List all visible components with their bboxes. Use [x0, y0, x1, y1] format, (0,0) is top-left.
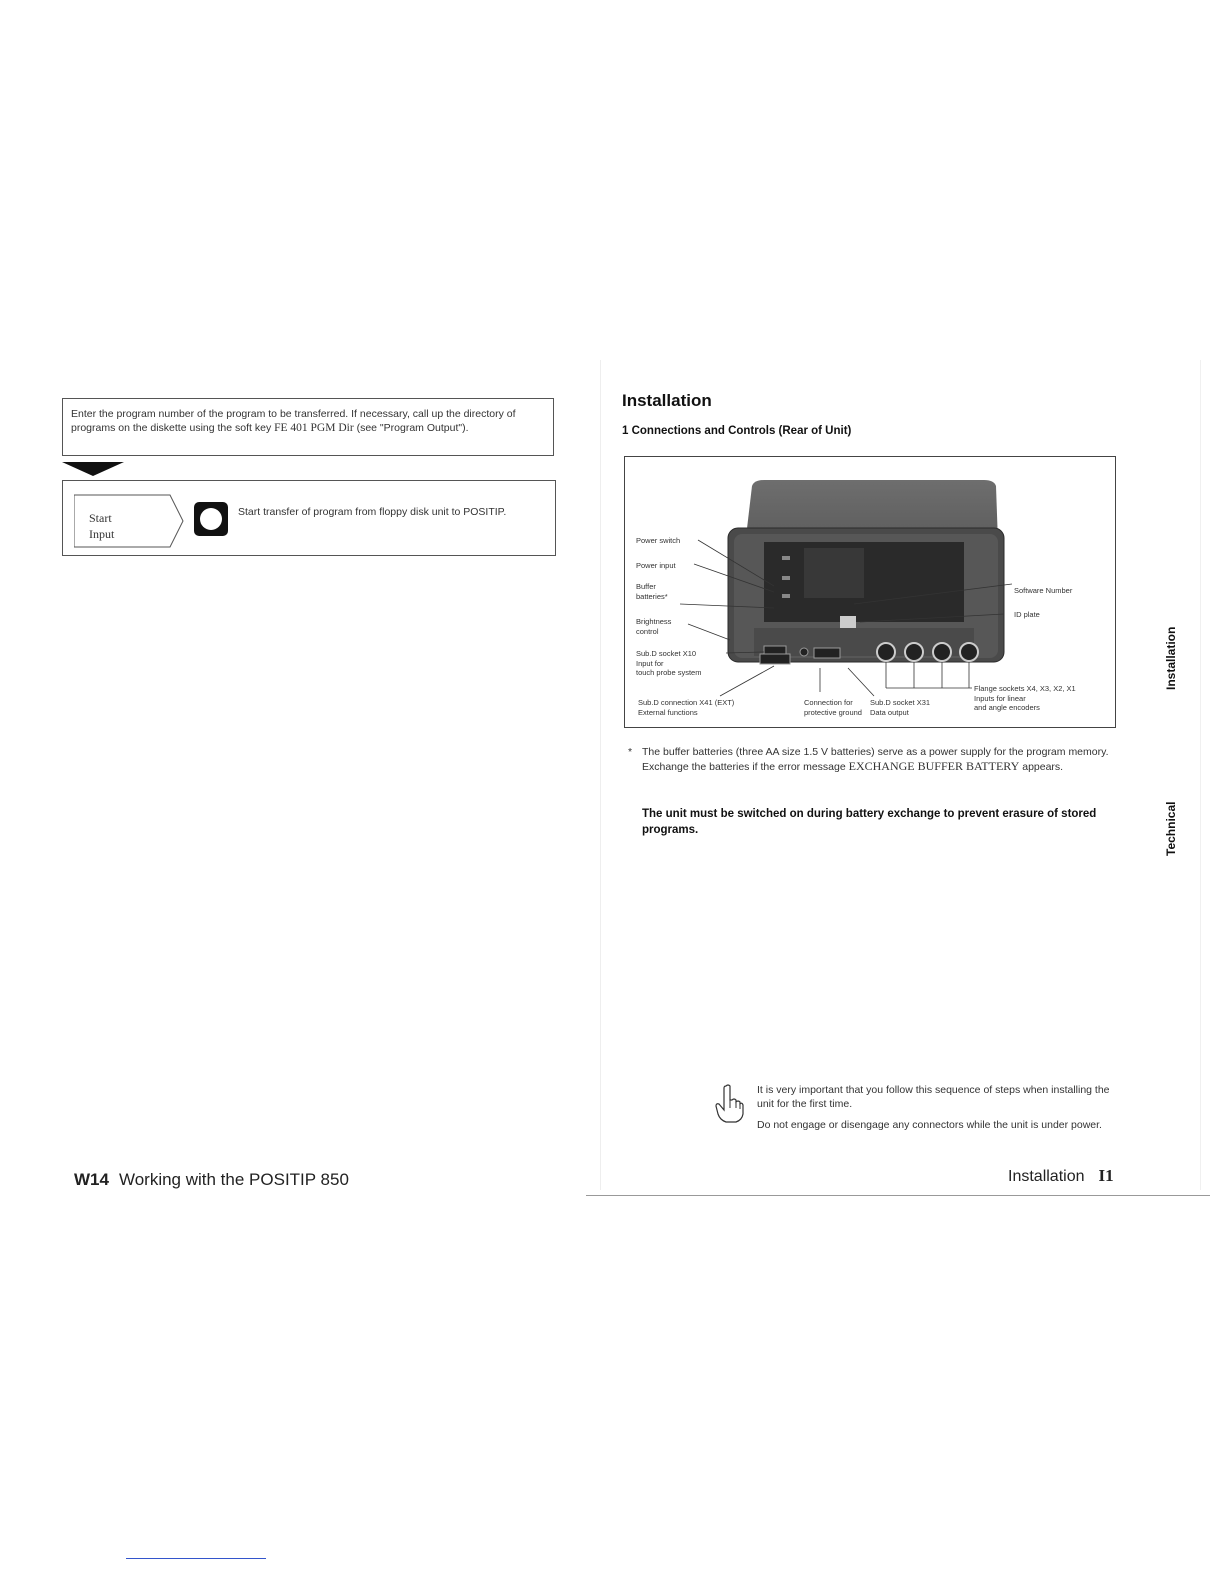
subd-x31-line2: Data output [870, 707, 909, 717]
section-subtitle: 1 Connections and Controls (Rear of Unit) [622, 425, 852, 437]
instruction-box [62, 398, 554, 456]
side-tab-technical: Technical [1164, 801, 1178, 856]
instruction-text-2: (see "Program Output"). [353, 422, 469, 434]
side-tab-installation: Installation [1164, 626, 1178, 690]
label-protective-ground [804, 698, 862, 717]
left-page-number: W14 [74, 1170, 109, 1189]
error-message: EXCHANGE BUFFER BATTERY [848, 759, 1020, 773]
label-buffer-batteries [636, 582, 668, 601]
flange-line2: Inputs for linear [974, 693, 1026, 703]
buffer-line2: batteries* [636, 591, 668, 601]
label-subd-x10 [636, 649, 701, 678]
ground-line1: Connection for [804, 698, 853, 707]
label-subd-x41 [638, 698, 734, 717]
label-subd-x31 [870, 698, 930, 717]
bottom-rule [586, 1195, 1210, 1196]
battery-warning: The unit must be switched on during battery exchange to prevent erasure of stored programs. [642, 808, 1097, 836]
instruction-text-1: Enter the program number of the program to be transferred. If necessary, call up the directory of programs on the diskette using the soft key [71, 408, 516, 434]
subd-x41-line1: Sub.D connection X41 (EXT) [638, 698, 735, 707]
battery-note-text-2: appears. [1019, 761, 1064, 773]
subd-x10-line2: Input for [636, 658, 664, 668]
softkey-name: FE 401 PGM Dir [274, 422, 354, 434]
start-step-description: Start transfer of program from floppy disk unit to POSITIP. [238, 506, 507, 518]
important-note-2: Do not engage or disengage any connectors while the unit is under power. [757, 1119, 1102, 1131]
label-id-plate: ID plate [1014, 610, 1040, 619]
label-power-switch: Power switch [636, 536, 681, 545]
left-footer [74, 1170, 349, 1190]
key-label-line1: Start [89, 511, 112, 525]
start-key-icon [194, 502, 228, 536]
flange-line3: and angle encoders [974, 703, 1040, 712]
right-footer [1008, 1166, 1114, 1186]
subd-x10-line3: touch probe system [636, 668, 702, 677]
label-software-number: Software Number [1014, 586, 1073, 595]
page-divider [600, 360, 601, 1190]
footnote-marker: * [628, 746, 633, 758]
section-title: Installation [622, 391, 712, 410]
ground-line2: protective ground [804, 707, 862, 717]
label-flange-sockets [974, 684, 1076, 713]
battery-note-text-1: The buffer batteries (three AA size 1.5 V batteries) serve as a power supply for the program memory. Exchange the batteries if the error message [642, 746, 1109, 773]
important-note-1: It is very important that you follow this sequence of steps when installing the unit for the first time. [757, 1084, 1110, 1110]
battery-note [628, 745, 1120, 774]
pointing-hand-icon [714, 1084, 744, 1124]
brightness-line2: control [636, 626, 659, 636]
label-power-input: Power input [636, 561, 676, 570]
subd-x41-line2: External functions [638, 707, 698, 717]
tab-edge [1200, 360, 1201, 1190]
buffer-line1: Buffer [636, 582, 656, 591]
left-footer-title: Working with the POSITIP 850 [118, 1170, 349, 1189]
bottom-link-rule [126, 1558, 266, 1559]
subd-x10-line1: Sub.D socket X10 [636, 649, 697, 658]
brightness-line1: Brightness [636, 617, 672, 626]
start-input-key-label [89, 510, 114, 542]
down-arrow-icon [62, 462, 124, 476]
label-brightness-control [636, 617, 671, 636]
subd-x31-line1: Sub.D socket X31 [870, 698, 931, 707]
key-label-line2: Input [89, 527, 115, 541]
right-footer-section: Installation [1008, 1168, 1085, 1185]
flange-line1: Flange sockets X4, X3, X2, X1 [974, 684, 1076, 693]
right-page-number: I1 [1098, 1166, 1114, 1185]
